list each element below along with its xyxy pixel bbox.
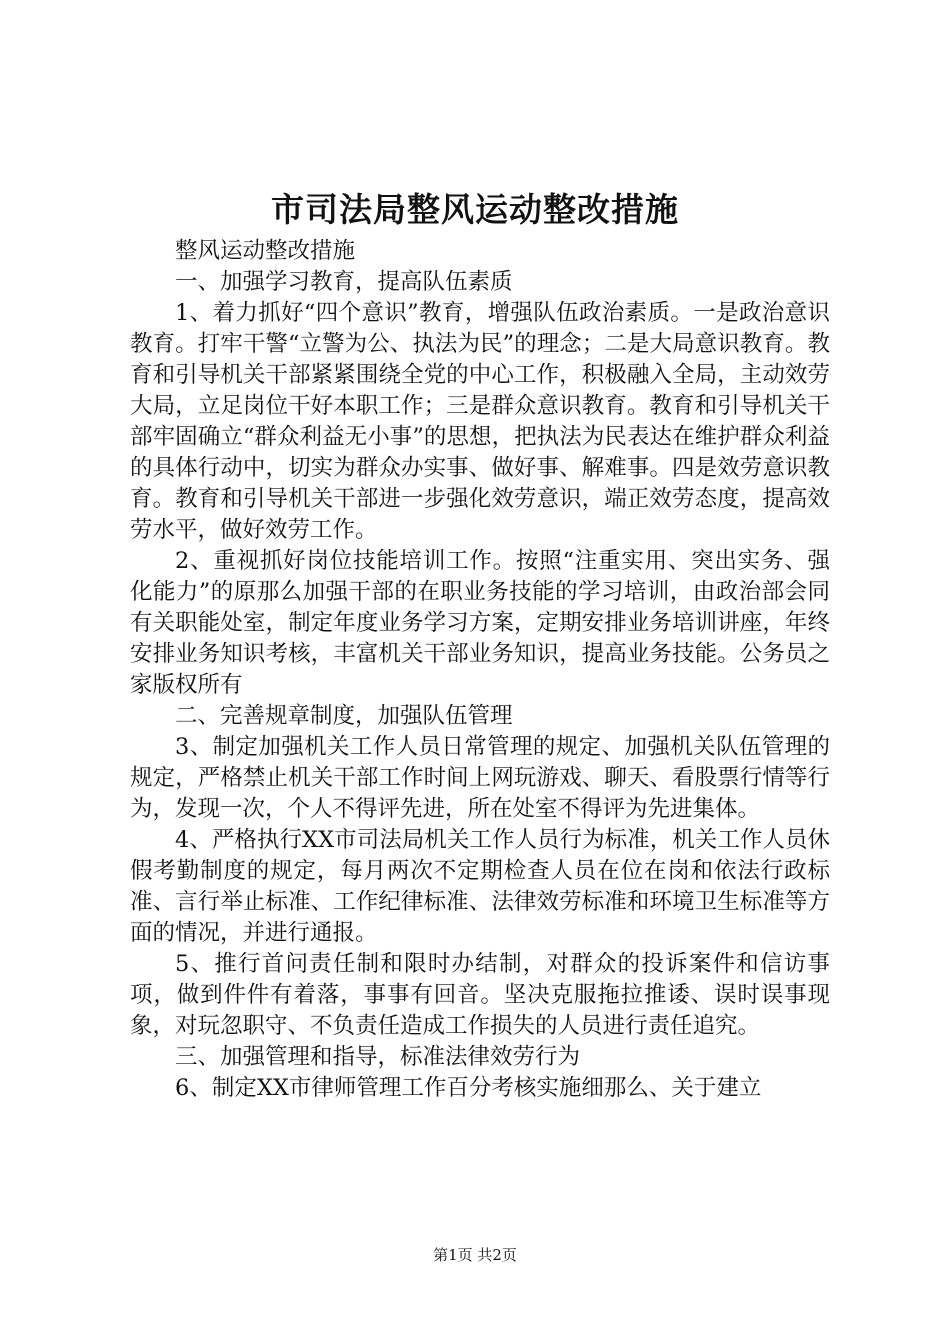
paragraph-item-1: 1、着力抓好“四个意识”教育，增强队伍政治素质。一是政治意识教育。打牢干警“立警为公、执法为民”的理念；二是大局意识教育。教育和引导机关干部紧紧围绕全党的中心工作，积极融入全局，主动效劳大局，立足岗位干好本职工作；三是群众意识教育。教育和引导机关干部牢固确立“群众利益无小事”的思想，把执法为民表达在维护群众利益的具体行动中，切实为群众办实事、做好事、解难事。四是效劳意识教育。教育和引导机关干部进一步强化效劳意识，端正效劳态度，提高效劳水平，做好效劳工作。 (130, 300, 830, 543)
page-number-footer: 第1页 共2页 (433, 1246, 517, 1264)
paragraph-item-2: 2、重视抓好岗位技能培训工作。按照“注重实用、突出实务、强化能力”的原那么加强干部的在职业务技能的学习培训，由政治部会同有关职能处室，制定年度业务学习方案，定期安排业务培训讲座，年终安排业务知识考核，丰富机关干部业务知识，提高业务技能。公务员之家版权所有 (130, 548, 830, 698)
paragraph-item-5: 5、推行首问责任制和限时办结制，对群众的投诉案件和信访事项，做到件件有着落，事事有回音。坚决克服拖拉推诿、误时误事现象，对玩忽职守、不负责任造成工作损失的人员进行责任追究。 (130, 951, 830, 1039)
section-heading-1: 一、加强学习教育，提高队伍素质 (175, 269, 513, 295)
section-heading-2: 二、完善规章制度，加强队伍管理 (175, 703, 513, 729)
paragraph-item-6: 6、制定XX市律师管理工作百分考核实施细那么、关于建立 (175, 1075, 762, 1101)
document-body (130, 236, 830, 1104)
paragraph-item-3: 3、制定加强机关工作人员日常管理的规定、加强机关队伍管理的规定，严格禁止机关干部工作时间上网玩游戏、聊天、看股票行情等行为，发现一次，个人不得评先进，所在处室不得评为先进集体。 (130, 734, 830, 822)
paragraph-item-4: 4、严格执行XX市司法局机关工作人员行为标准，机关工作人员休假考勤制度的规定，每月两次不定期检查人员在位在岗和依法行政标准、言行举止标准、工作纪律标准、法律效劳标准和环境卫生标准等方面的情况，并进行通报。 (130, 827, 830, 946)
paragraph-subtitle: 整风运动整改措施 (175, 238, 356, 264)
document-title: 市司法局整风运动整改措施 (271, 190, 679, 229)
section-heading-3: 三、加强管理和指导，标准法律效劳行为 (175, 1044, 581, 1070)
